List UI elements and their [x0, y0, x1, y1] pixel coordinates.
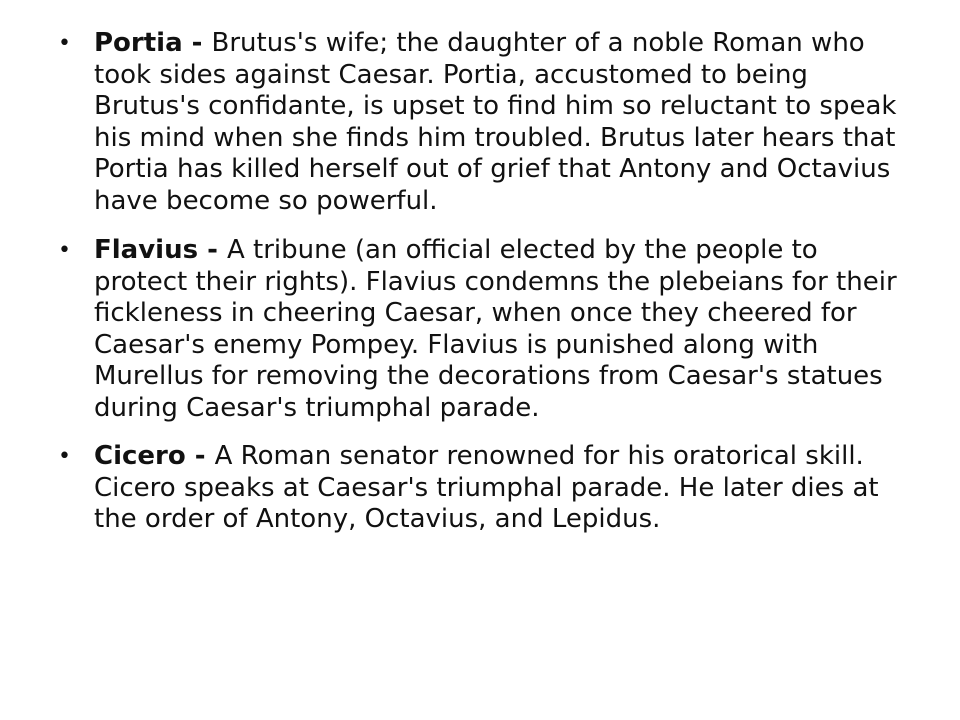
term-cicero: Cicero -	[94, 441, 215, 471]
list-item-portia	[56, 28, 916, 217]
bullet-list	[56, 28, 916, 554]
bullet-icon: •	[58, 31, 71, 56]
term-portia: Portia -	[94, 28, 212, 58]
term-flavius: Flavius -	[94, 235, 227, 265]
description-flavius: A tribune (an official elected by the people to protect their rights). Flavius condemns the plebeians for their fickleness in cheering Caesar, when once they cheered for Caesar's enemy Pompey. Flavius is punished along with Murellus for removing the decorations from Caesar's statues during Caesar's triumphal parade.	[94, 235, 897, 423]
list-item-cicero	[56, 441, 916, 536]
bullet-icon: •	[58, 444, 71, 469]
bullet-icon: •	[58, 238, 71, 263]
description-cicero: A Roman senator renowned for his oratorical skill. Cicero speaks at Caesar's triumphal parade. He later dies at the order of Antony, Octavius, and Lepidus.	[94, 441, 879, 534]
description-portia: Brutus's wife; the daughter of a noble Roman who took sides against Caesar. Portia, accustomed to being Brutus's confidante, is upset to find him so reluctant to speak his mind when she finds him troubled. Brutus later hears that Portia has killed herself out of grief that Antony and Octavius have become so powerful.	[94, 28, 897, 216]
list-item-flavius	[56, 235, 916, 424]
